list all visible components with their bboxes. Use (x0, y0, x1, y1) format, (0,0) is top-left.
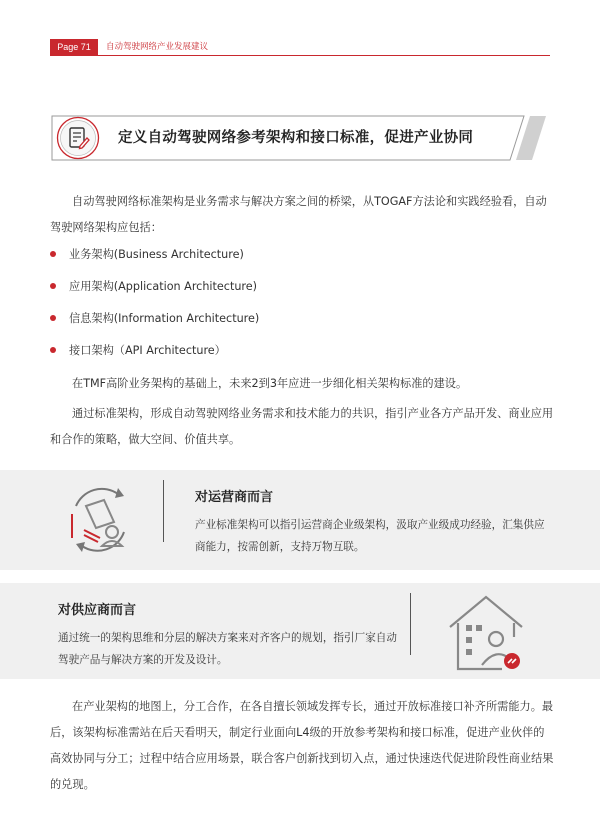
building-user-icon (444, 593, 534, 673)
document-title: 自动驾驶网络产业发展建议 (106, 42, 209, 52)
consensus-paragraph: 通过标准架构，形成自动驾驶网络业务需求和技术能力的共识，指引产业各方产品开发、商业应用和合作的策略，做大空间、价值共享。 (50, 407, 554, 446)
page-number-badge: Page 71 (50, 39, 98, 55)
bullet-dot (50, 251, 56, 257)
section-banner (50, 112, 550, 164)
bullet-dot (50, 347, 56, 353)
list-item: 接口架构（API Architecture） (50, 342, 226, 360)
operator-heading: 对运营商而言 (195, 490, 274, 505)
bullet-dot (50, 283, 56, 289)
operator-text: 产业标准架构可以指引运营商企业级架构，汲取产业级成功经验，汇集供应商能力，按需创新，支持万物互联。 (195, 519, 545, 553)
bullet-dot (50, 315, 56, 321)
vendor-heading: 对供应商而言 (58, 603, 137, 618)
panel-divider (163, 480, 164, 542)
cycle-blocks-icon (60, 480, 140, 560)
panel-divider (410, 593, 411, 655)
tmf-paragraph: 在TMF高阶业务架构的基础上，未来2到3年应进一步细化相关架构标准的建设。 (72, 377, 468, 390)
list-item: 业务架构(Business Architecture) (50, 246, 244, 264)
list-item: 应用架构(Application Architecture) (50, 278, 257, 296)
final-paragraph: 在产业架构的地图上，分工合作，在各自擅长领域发挥专长，通过开放标准接口补齐所需能力。最后，该架构标准需站在后天看明天，制定行业面向L4级的开放参考架构和接口标准，促进产业伙伴的高效协同与分工；过程中结合应用场景，联合客户创新找到切入点，通过快速迭代促进阶段性商业结果的兑现。 (50, 700, 554, 791)
intro-paragraph: 自动驾驶网络标准架构是业务需求与解决方案之间的桥梁，从TOGAF方法论和实践经验看，自动驾驶网络架构应包括： (50, 195, 547, 234)
vendor-panel (0, 583, 600, 679)
operator-panel (0, 470, 600, 570)
document-edit-icon (56, 116, 100, 160)
list-item: 信息架构(Information Architecture) (50, 310, 259, 328)
header-divider (50, 55, 550, 56)
section-title: 定义自动驾驶网络参考架构和接口标准，促进产业协同 (118, 130, 474, 146)
vendor-text: 通过统一的架构思维和分层的解决方案来对齐客户的规划，指引厂家自动驾驶产品与解决方案的开发及设计。 (58, 632, 397, 666)
